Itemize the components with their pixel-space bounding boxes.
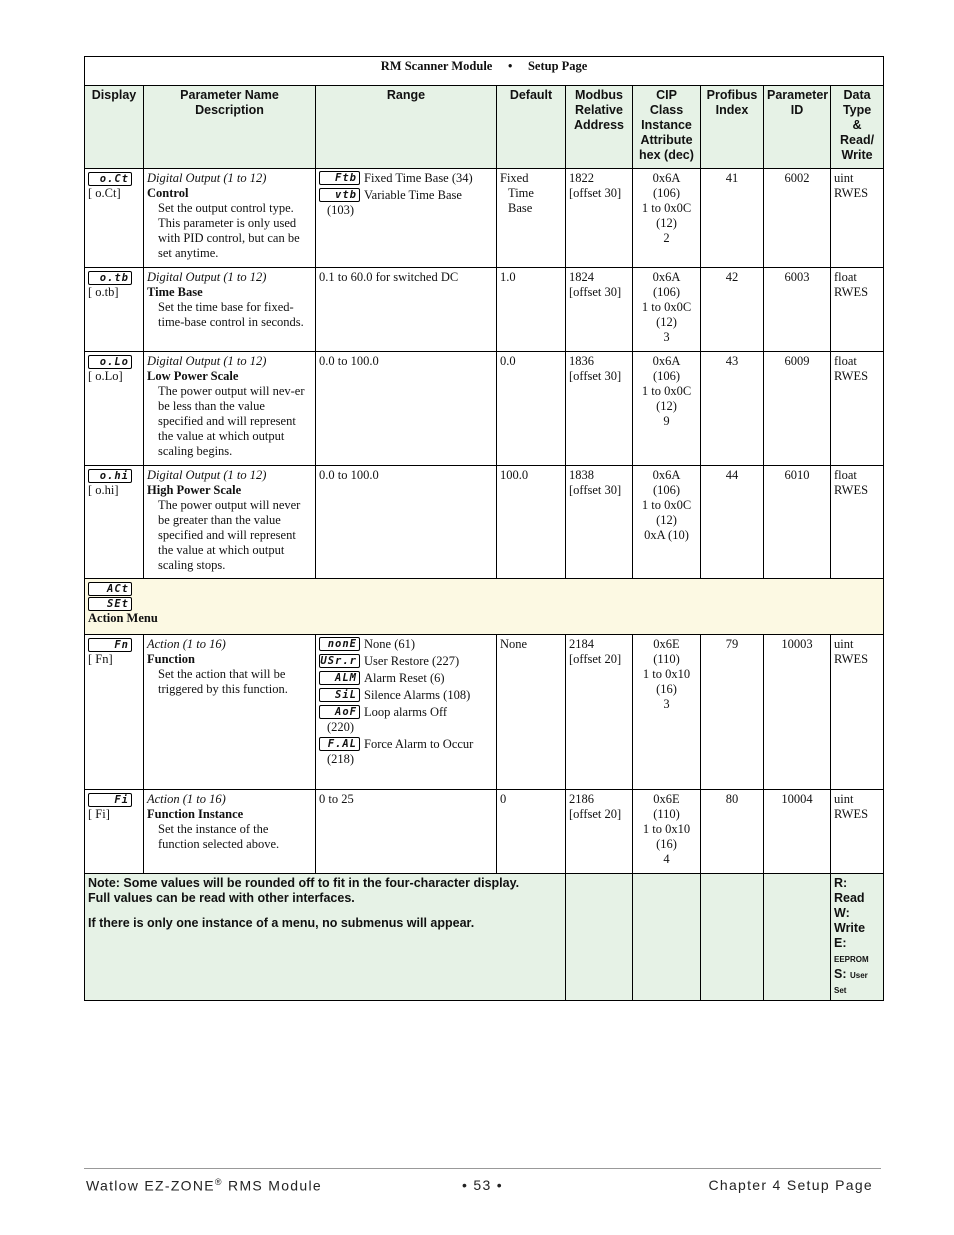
cell-line: (106) [652, 369, 681, 383]
header-parameter-id: Parameter ID [764, 86, 831, 169]
lcd-display-icon: nonE [319, 637, 360, 651]
cip-cell [633, 169, 701, 268]
default-cell [497, 169, 566, 268]
range-option-label: User Restore (227) [364, 654, 460, 668]
display-cell [85, 169, 144, 268]
parameter-name: Function [147, 652, 195, 666]
data-type-cell [831, 635, 884, 790]
cell-line: 1 to 0x0C [641, 498, 692, 512]
legend-cell [831, 874, 884, 1001]
parameter-group: Action (1 to 16) [147, 637, 226, 651]
range-option [319, 737, 493, 752]
default-cell [497, 268, 566, 352]
cell-line: 80 [725, 792, 739, 806]
legend-read: R: Read [834, 876, 865, 905]
lcd-display-icon: vtb [319, 188, 360, 202]
cell-line: 3 [663, 697, 670, 711]
table-title: RM Scanner Module • Setup Page [85, 57, 884, 86]
cell-line: 9 [663, 414, 670, 428]
cell-line: [offset 30] [569, 483, 622, 497]
cell-line: (110) [653, 807, 680, 821]
cell-line: 1824 [569, 270, 594, 284]
menu-header-cell [85, 579, 884, 635]
cell-line: (106) [652, 186, 681, 200]
table-row [85, 466, 884, 579]
parameter-cell [144, 790, 316, 874]
display-code: [ Fi] [88, 807, 110, 821]
cell-line: RWES [834, 807, 869, 821]
lcd-display-icon: AoF [319, 705, 360, 719]
parameter-cell [144, 268, 316, 352]
parameter-group: Digital Output (1 to 12) [147, 171, 267, 185]
cell-line: 43 [725, 354, 739, 368]
parameter-table [84, 56, 884, 1001]
range-option-cont: (103) [327, 203, 355, 217]
cell-line: 6009 [784, 354, 810, 368]
default-line: Time [508, 186, 534, 200]
default-line: 0.0 [500, 354, 516, 368]
parameter-group: Action (1 to 16) [147, 792, 226, 806]
cell-line: 6010 [784, 468, 810, 482]
legend-eeprom: E: EEPROM [834, 936, 869, 964]
default-line: 1.0 [500, 270, 516, 284]
range-cell [316, 352, 497, 466]
empty-cell [701, 874, 764, 1001]
cell-line: 1838 [569, 468, 594, 482]
range-option-label: Force Alarm to Occur [364, 737, 474, 751]
default-line: 0 [500, 792, 507, 806]
legend-write: W: Write [834, 906, 866, 935]
table-row [85, 790, 884, 874]
cell-line: 42 [725, 270, 739, 284]
display-cell [85, 635, 144, 790]
page-footer [84, 1168, 881, 1194]
modbus-cell [566, 169, 633, 268]
cell-line: 10003 [781, 637, 813, 651]
cell-line: 0x6A [652, 171, 681, 185]
cell-line: 0xA (10) [644, 528, 689, 542]
range-option-label: Loop alarms Off [364, 705, 448, 719]
note-cell [85, 874, 566, 1001]
parameter-name: Low Power Scale [147, 369, 239, 383]
cell-line: 41 [725, 171, 739, 185]
parameter-name: Function Instance [147, 807, 244, 821]
parameter-id-cell [764, 352, 831, 466]
default-line: 100.0 [500, 468, 529, 482]
default-line: Base [508, 201, 533, 215]
cell-line: (12) [656, 315, 677, 329]
cell-line: [offset 30] [569, 369, 622, 383]
cell-line: 1 to 0x0C [641, 201, 692, 215]
lcd-display-icon: o.Lo [88, 355, 132, 369]
cell-line: uint [834, 637, 854, 651]
lcd-display-icon: o.Ct [88, 172, 132, 186]
parameter-cell [144, 169, 316, 268]
range-option-cont: (220) [327, 720, 355, 734]
parameter-id-cell [764, 635, 831, 790]
footer-page-number: • 53 • [462, 1177, 503, 1193]
range-text: 0 to 25 [319, 792, 354, 806]
cell-line: 1 to 0x10 [642, 822, 691, 836]
cell-line: [offset 30] [569, 186, 622, 200]
footer-brand: Watlow EZ-ZONE® RMS Module [86, 1177, 322, 1194]
cell-line: 1 to 0x0C [641, 384, 692, 398]
cell-line: 0x6A [652, 468, 681, 482]
header-data-type: Data Type & Read/ Write [831, 86, 884, 169]
cell-line: RWES [834, 285, 869, 299]
default-line: None [500, 637, 528, 651]
header-display: Display [85, 86, 144, 169]
cell-line: (12) [656, 513, 677, 527]
modbus-cell [566, 790, 633, 874]
parameter-description: Set the time base for fixed-time-base control in seconds. [158, 300, 304, 329]
header-param-name: Parameter Name Description [144, 86, 316, 169]
cell-line: [offset 20] [569, 652, 622, 666]
display-cell [85, 790, 144, 874]
parameter-cell [144, 466, 316, 579]
cell-line: 4 [663, 852, 670, 866]
cell-line: (12) [656, 399, 677, 413]
cell-line: 0x6A [652, 354, 681, 368]
parameter-cell [144, 635, 316, 790]
modbus-cell [566, 466, 633, 579]
default-cell [497, 352, 566, 466]
empty-cell [566, 874, 633, 1001]
cell-line: 2184 [569, 637, 594, 651]
cell-line: 2186 [569, 792, 594, 806]
parameter-name: Control [147, 186, 189, 200]
range-option [319, 671, 493, 686]
range-text: 0.0 to 100.0 [319, 354, 379, 368]
parameter-name: High Power Scale [147, 483, 242, 497]
header-cip: CIP Class Instance Attribute hex (dec) [633, 86, 701, 169]
cip-cell [633, 466, 701, 579]
display-cell [85, 352, 144, 466]
cip-cell [633, 352, 701, 466]
modbus-cell [566, 268, 633, 352]
cell-line: (106) [652, 285, 681, 299]
cell-line: 3 [663, 330, 670, 344]
parameter-group: Digital Output (1 to 12) [147, 354, 267, 368]
cell-line: [offset 30] [569, 285, 622, 299]
cell-line: RWES [834, 483, 869, 497]
header-default: Default [497, 86, 566, 169]
cell-line: 6002 [784, 171, 810, 185]
range-cell [316, 268, 497, 352]
cell-line: 1 to 0x10 [642, 667, 691, 681]
lcd-display-icon: ACt [88, 582, 132, 596]
cell-line: (16) [656, 682, 677, 696]
parameter-description: Set the output control type. This parameter is only used with PID control, but can be set anytime. [158, 201, 300, 260]
display-code: [ o.Ct] [88, 186, 121, 200]
range-option-label: Fixed Time Base (34) [364, 171, 473, 185]
lcd-display-icon: o.hi [88, 469, 132, 483]
cell-line: (16) [656, 837, 677, 851]
cell-line: RWES [834, 652, 869, 666]
parameter-id-cell [764, 790, 831, 874]
cell-line: 1822 [569, 171, 594, 185]
parameter-description: The power output will nev-er be less than the value specified and will represent the value at which output scaling begins. [158, 384, 305, 458]
note-line: If there is only one instance of a menu, no submenus will appear. [88, 916, 475, 930]
lcd-display-icon: ALM [319, 671, 360, 685]
cell-line: 10004 [781, 792, 813, 806]
data-type-cell [831, 169, 884, 268]
cell-line: (106) [652, 483, 681, 497]
cell-line: 44 [725, 468, 739, 482]
range-option [319, 705, 493, 720]
display-code: [ o.tb] [88, 285, 119, 299]
table-row [85, 169, 884, 268]
legend-user-set: S: User [834, 967, 868, 981]
modbus-cell [566, 635, 633, 790]
lcd-display-icon: SEt [88, 597, 132, 611]
range-option [319, 688, 493, 703]
default-cell [497, 466, 566, 579]
parameter-description: Set the instance of the function selected above. [158, 822, 280, 851]
range-option [319, 171, 493, 186]
range-option-cont: (218) [327, 752, 355, 766]
parameter-description: The power output will never be greater than the value specified and will represent the value at which output scaling stops. [158, 498, 301, 572]
range-option [319, 188, 493, 203]
lcd-display-icon: F.AL [319, 737, 360, 751]
range-text: 0.1 to 60.0 for switched DC [319, 270, 459, 284]
profibus-cell [701, 169, 764, 268]
cell-line: float [834, 270, 857, 284]
cell-line: (110) [653, 652, 680, 666]
note-line: Full values can be read with other interfaces. [88, 891, 355, 905]
modbus-cell [566, 352, 633, 466]
lcd-display-icon: Fi [88, 793, 132, 807]
data-type-cell [831, 268, 884, 352]
profibus-cell [701, 635, 764, 790]
cell-line: RWES [834, 369, 869, 383]
footer-chapter: Chapter 4 Setup Page [708, 1177, 873, 1193]
table-row [85, 268, 884, 352]
range-option-label: Variable Time Base [364, 188, 462, 202]
parameter-name: Time Base [147, 285, 203, 299]
cell-line: 0x6E [653, 792, 680, 806]
cell-line: 1 to 0x0C [641, 300, 692, 314]
cell-line: uint [834, 171, 854, 185]
parameter-group: Digital Output (1 to 12) [147, 270, 267, 284]
range-option-label: Silence Alarms (108) [364, 688, 471, 702]
range-cell [316, 790, 497, 874]
menu-label: Action Menu [88, 611, 158, 625]
menu-header-row [85, 579, 884, 635]
display-code: [ Fn] [88, 652, 113, 666]
profibus-cell [701, 268, 764, 352]
range-cell [316, 635, 497, 790]
lcd-display-icon: Fn [88, 638, 132, 652]
data-type-cell [831, 466, 884, 579]
parameter-description: Set the action that will be triggered by this function. [158, 667, 288, 696]
parameter-id-cell [764, 169, 831, 268]
default-cell [497, 635, 566, 790]
display-code: [ o.Lo] [88, 369, 123, 383]
cell-line: uint [834, 792, 854, 806]
cell-line: RWES [834, 186, 869, 200]
parameter-id-cell [764, 268, 831, 352]
data-type-cell [831, 352, 884, 466]
cell-line: float [834, 354, 857, 368]
profibus-cell [701, 466, 764, 579]
display-code: [ o.hi] [88, 483, 119, 497]
header-range: Range [316, 86, 497, 169]
cell-line: 6003 [784, 270, 810, 284]
cell-line: 0x6E [653, 637, 680, 651]
parameter-id-cell [764, 466, 831, 579]
parameter-cell [144, 352, 316, 466]
cell-line: 2 [663, 231, 670, 245]
cip-cell [633, 635, 701, 790]
legend-set: Set [834, 986, 847, 995]
display-cell [85, 268, 144, 352]
lcd-display-icon: USr.r [319, 654, 360, 668]
default-cell [497, 790, 566, 874]
cell-line: float [834, 468, 857, 482]
cell-line: [offset 20] [569, 807, 622, 821]
lcd-display-icon: Ftb [319, 171, 360, 185]
lcd-display-icon: SiL [319, 688, 360, 702]
display-cell [85, 466, 144, 579]
note-line: Note: Some values will be rounded off to fit in the four-character display. [88, 876, 520, 890]
header-profibus: Profibus Index [701, 86, 764, 169]
table-row [85, 635, 884, 790]
profibus-cell [701, 790, 764, 874]
profibus-cell [701, 352, 764, 466]
range-option-label: Alarm Reset (6) [364, 671, 445, 685]
range-cell [316, 169, 497, 268]
parameter-group: Digital Output (1 to 12) [147, 468, 267, 482]
range-option [319, 637, 493, 652]
cip-cell [633, 790, 701, 874]
data-type-cell [831, 790, 884, 874]
range-cell [316, 466, 497, 579]
note-row [85, 874, 884, 1001]
header-modbus: Modbus Relative Address [566, 86, 633, 169]
range-text: 0.0 to 100.0 [319, 468, 379, 482]
cell-line: 79 [725, 637, 739, 651]
lcd-display-icon: o.tb [88, 271, 132, 285]
table-row [85, 352, 884, 466]
range-option-label: None (61) [364, 637, 416, 651]
cell-line: (12) [656, 216, 677, 230]
empty-cell [764, 874, 831, 1001]
cell-line: 1836 [569, 354, 594, 368]
cell-line: 0x6A [652, 270, 681, 284]
cip-cell [633, 268, 701, 352]
range-option [319, 654, 493, 669]
empty-cell [633, 874, 701, 1001]
default-line: Fixed [500, 171, 529, 185]
